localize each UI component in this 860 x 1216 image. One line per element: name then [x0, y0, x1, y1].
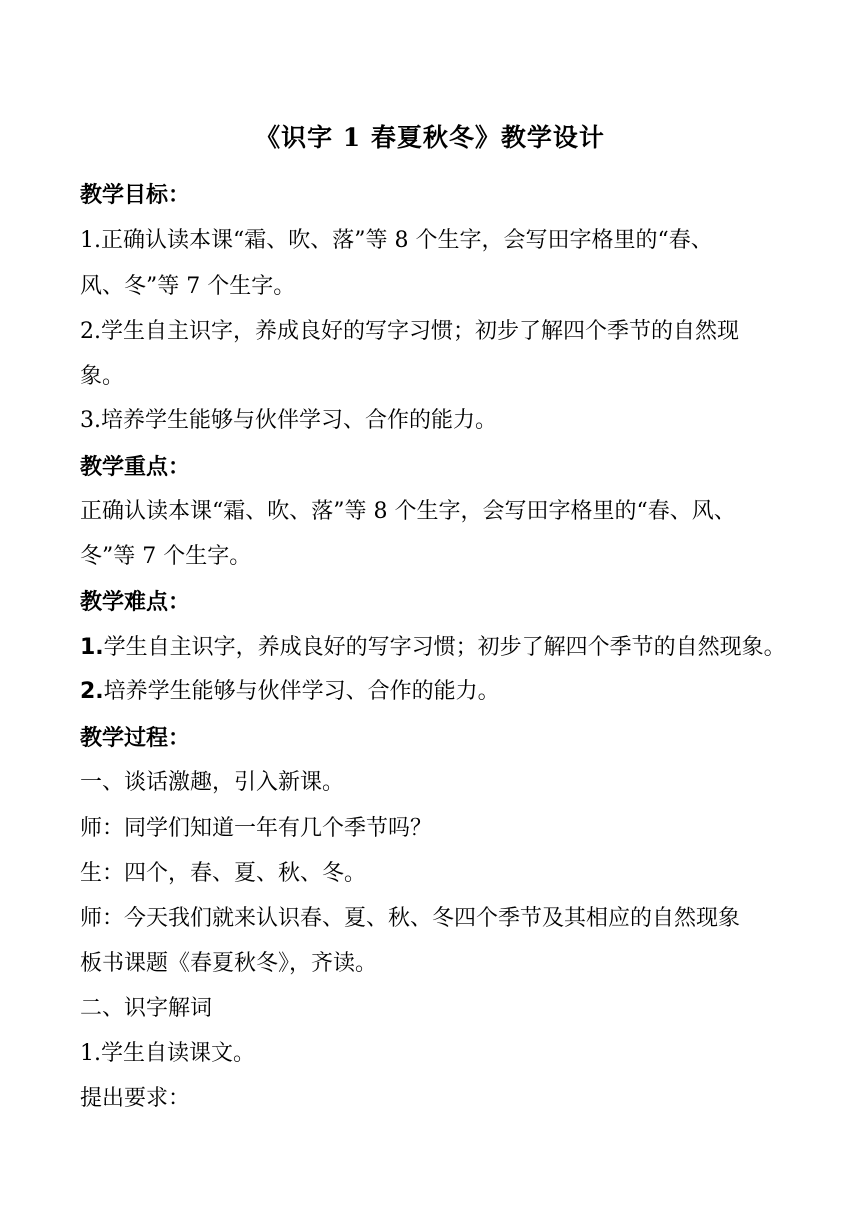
teacher-line-2-continued: 板书课题《春夏秋冬》，齐读。: [80, 951, 378, 976]
difficulty-1: [80, 633, 786, 663]
process-sub-1: 1.学生自读课文。: [80, 1041, 255, 1066]
difficulty-2-text: 培养学生能够与伙伴学习、合作的能力。: [103, 679, 500, 704]
difficulty-2: [80, 677, 500, 707]
teacher-line-2: 师：今天我们就来认识春、夏、秋、冬四个季节及其相应的自然现象: [80, 906, 741, 931]
difficulties-heading: 教学难点：: [80, 589, 191, 615]
objectives-heading: 教学目标：: [80, 182, 191, 208]
objective-1-line-1: 1.正确认读本课“霜、吹、落”等 8 个生字，会写田字格里的“春、: [80, 228, 713, 253]
key-points-heading: 教学重点：: [80, 454, 191, 480]
objective-1-line-2: 风、冬”等 7 个生字。: [80, 274, 296, 299]
teacher-line-1: 师：同学们知道一年有几个季节吗？: [80, 816, 433, 841]
process-heading: 教学过程：: [80, 725, 191, 751]
objective-2-line-1: 2.学生自主识字，养成良好的写字习惯；初步了解四个季节的自然现: [80, 319, 739, 344]
objective-2-line-2: 象。: [80, 364, 125, 389]
student-line-1: 生：四个，春、夏、秋、冬。: [80, 861, 367, 886]
key-points-line-1: 正确认读本课“霜、吹、落”等 8 个生字，会写田字格里的“春、风、: [80, 499, 736, 524]
objective-3: 3.培养学生能够与伙伴学习、合作的能力。: [80, 408, 497, 433]
process-step-1: 一、谈话激趣，引入新课。: [80, 770, 345, 795]
difficulty-2-number: 2.: [80, 679, 104, 704]
difficulty-1-text: 学生自主识字，养成良好的写字习惯；初步了解四个季节的自然现象。: [103, 635, 786, 660]
key-points-line-2: 冬”等 7 个生字。: [80, 544, 252, 569]
difficulty-1-number: 1.: [80, 635, 104, 660]
process-step-2: 二、识字解词: [80, 996, 213, 1021]
requirement-line: 提出要求：: [80, 1086, 191, 1111]
document-title: 《识字 1 春夏秋冬》教学设计: [255, 123, 605, 152]
